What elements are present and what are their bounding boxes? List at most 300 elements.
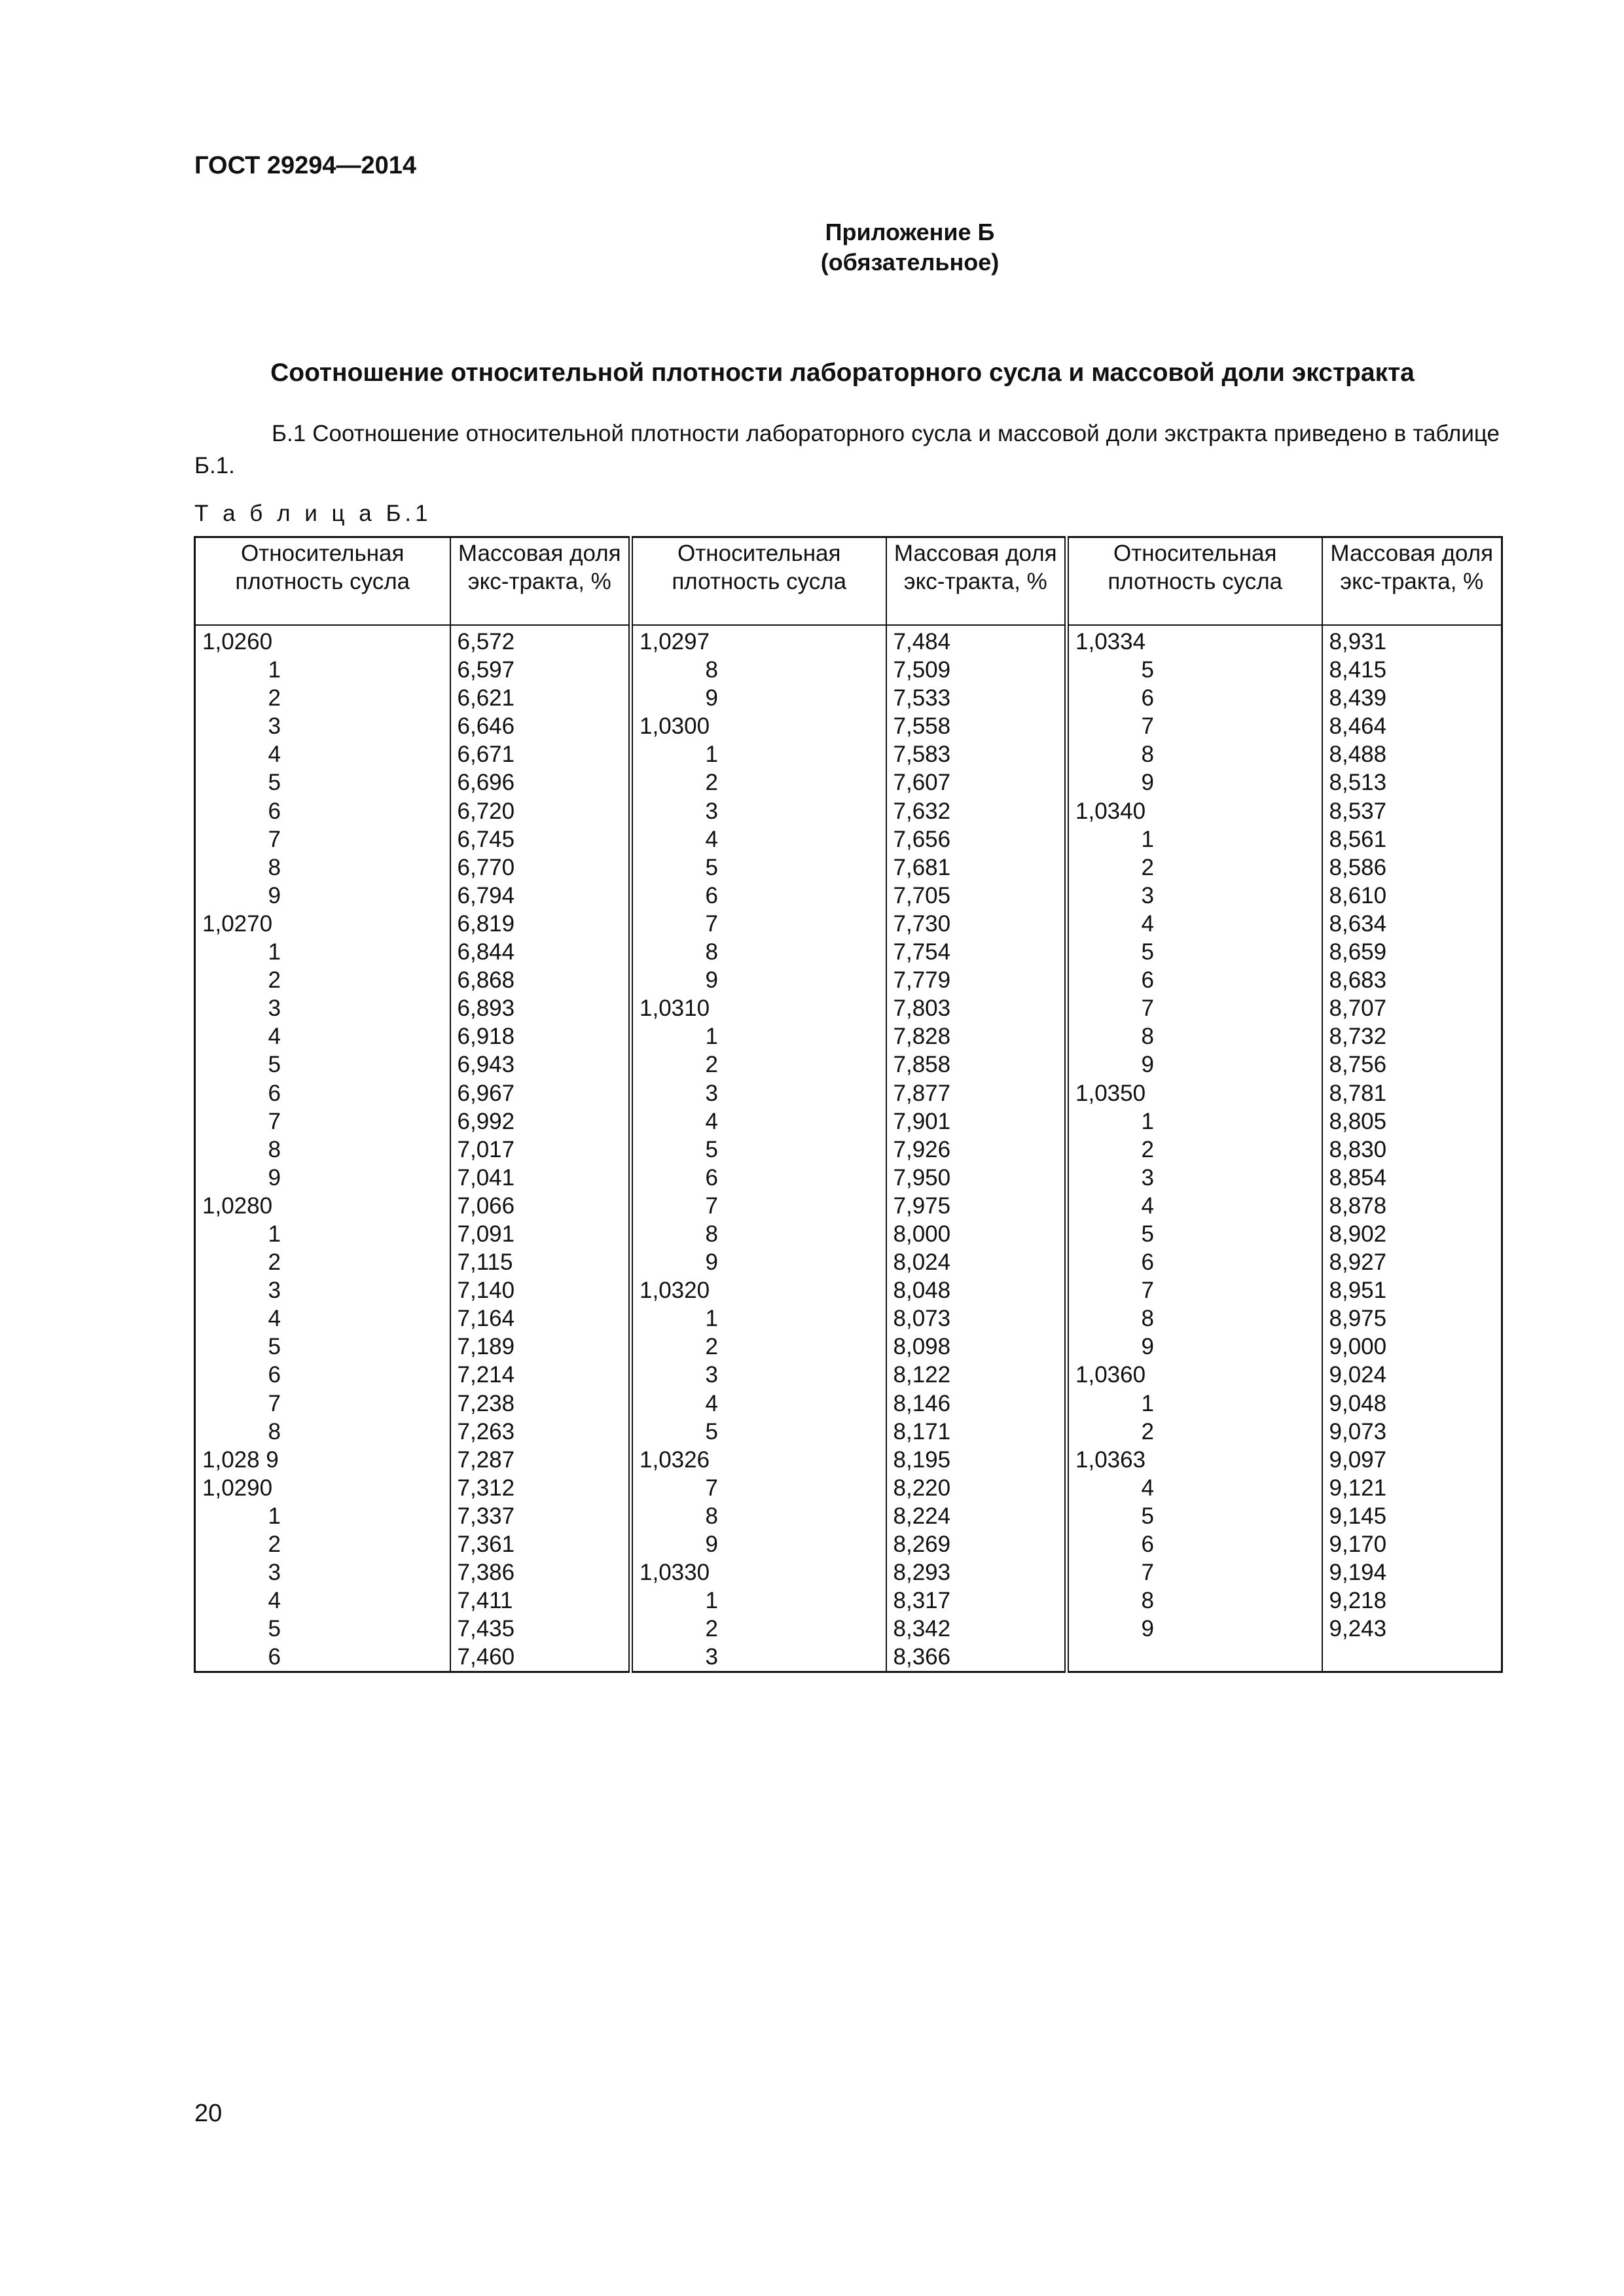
extract-cell [450,1022,631,1050]
density-cell [1067,1276,1322,1304]
extract-cell [886,1558,1067,1587]
extract-value: 6,621 [457,685,515,711]
extract-value: 7,858 [893,1052,951,1078]
extract-value: 9,000 [1329,1334,1387,1360]
table-row [195,1022,1502,1050]
extract-value: 8,902 [1329,1221,1387,1247]
extract-cell [1322,768,1502,797]
extract-value: 8,000 [893,1221,951,1247]
extract-value: 6,745 [457,826,515,852]
table-header-row [195,537,1502,626]
extract-cell [886,1446,1067,1474]
extract-cell [886,684,1067,712]
density-cell [195,1022,450,1050]
density-cell [195,1558,450,1587]
density-digit: 5 [268,1334,281,1360]
extract-cell [1322,966,1502,994]
density-value: 1,0297 [640,629,710,655]
extract-cell [886,1333,1067,1361]
density-cell [1067,1474,1322,1502]
extract-value: 8,464 [1329,713,1387,740]
density-value: 1,0290 [202,1475,273,1501]
density-digit: 5 [268,770,281,796]
table-row [195,1643,1502,1672]
density-digit: 9 [705,685,718,711]
table-row [195,1474,1502,1502]
extract-cell [450,684,631,712]
extract-value: 9,121 [1329,1475,1387,1501]
density-digit: 1 [1141,1108,1154,1134]
extract-value: 6,992 [457,1108,515,1134]
density-cell [195,1164,450,1192]
density-digit: 5 [268,1616,281,1642]
extract-cell [1322,684,1502,712]
table-row [195,1390,1502,1418]
density-cell [631,1558,886,1587]
extract-cell [1322,1615,1502,1643]
density-digit: 4 [268,1588,281,1614]
extract-value: 8,366 [893,1644,951,1670]
extract-cell [1322,1390,1502,1418]
extract-cell [450,994,631,1022]
extract-value: 7,140 [457,1278,515,1304]
table-row [195,882,1502,910]
density-cell [1067,1587,1322,1615]
extract-value: 8,610 [1329,882,1387,908]
extract-value: 8,269 [893,1532,951,1557]
density-digit: 7 [1141,996,1154,1022]
density-value: 1,0280 [202,1193,273,1219]
extract-value: 9,145 [1329,1503,1387,1529]
extract-value: 9,170 [1329,1532,1387,1557]
extract-value: 6,597 [457,657,515,683]
extract-value: 8,098 [893,1334,951,1360]
extract-value: 8,224 [893,1503,951,1529]
extract-value: 9,218 [1329,1588,1387,1614]
density-cell [631,1136,886,1164]
density-cell [195,853,450,882]
density-cell [195,1361,450,1389]
extract-cell [886,910,1067,938]
extract-cell [450,825,631,853]
density-digit: 2 [268,1532,281,1557]
density-cell [195,1502,450,1530]
table-row [195,1276,1502,1304]
density-cell [631,1502,886,1530]
annex-header [655,217,1165,278]
density-digit: 3 [1141,1164,1154,1191]
extract-cell [1322,882,1502,910]
density-value: 1,0363 [1075,1446,1146,1473]
extract-value: 6,696 [457,770,515,796]
density-cell [1067,1446,1322,1474]
density-value: 1,0334 [1075,629,1146,655]
extract-value: 8,293 [893,1560,951,1586]
extract-cell [1322,712,1502,740]
density-cell [1067,1022,1322,1050]
density-digit: 6 [268,798,281,824]
density-cell [631,1333,886,1361]
density-cell [1067,1304,1322,1333]
extract-value: 7,189 [457,1334,515,1360]
extract-cell [1322,1502,1502,1530]
extract-cell [886,768,1067,797]
extract-value: 7,361 [457,1532,515,1557]
density-value: 1,0300 [640,713,710,740]
density-cell [1067,1643,1322,1672]
density-cell [195,1446,450,1474]
extract-cell [1322,1220,1502,1248]
extract-value: 6,918 [457,1024,515,1050]
density-cell [631,1418,886,1446]
extract-cell [1322,994,1502,1022]
density-cell [631,1361,886,1389]
density-digit: 2 [1141,1136,1154,1162]
density-digit: 4 [1141,1193,1154,1219]
table-row [195,1136,1502,1164]
density-digit: 6 [1141,967,1154,994]
table-row [195,1615,1502,1643]
extract-value: 6,646 [457,713,515,740]
density-digit: 6 [705,882,718,908]
extract-cell [1322,1164,1502,1192]
density-digit: 9 [1141,1616,1154,1642]
density-digit: 5 [1141,939,1154,965]
extract-cell [450,1361,631,1389]
extract-cell [1322,625,1502,656]
density-digit: 1 [705,742,718,768]
table-row [195,1164,1502,1192]
extract-cell [450,797,631,825]
density-cell [1067,740,1322,768]
density-cell [195,1276,450,1304]
density-cell [631,1615,886,1643]
extract-value: 7,509 [893,657,951,683]
extract-cell [450,1390,631,1418]
extract-cell [886,1220,1067,1248]
extract-cell [1322,740,1502,768]
extract-cell [450,910,631,938]
extract-cell [1322,1192,1502,1220]
extract-cell [1322,1530,1502,1558]
density-digit: 8 [1141,1306,1154,1332]
density-cell [195,1587,450,1615]
document-code: ГОСТ 29294—2014 [194,152,417,179]
extract-cell [886,966,1067,994]
table-row [195,994,1502,1022]
density-value: 1,0350 [1075,1080,1146,1106]
extract-cell [886,1304,1067,1333]
density-cell [195,1050,450,1079]
extract-cell [450,1276,631,1304]
density-cell [631,712,886,740]
extract-value: 8,854 [1329,1164,1387,1191]
density-cell [1067,1050,1322,1079]
density-cell [1067,1248,1322,1276]
density-digit: 2 [1141,1418,1154,1444]
extract-value: 8,415 [1329,657,1387,683]
density-digit: 1 [1141,1390,1154,1416]
density-value: 1,0330 [640,1560,710,1586]
extract-value: 7,975 [893,1193,951,1219]
extract-cell [450,1107,631,1136]
density-cell [631,740,886,768]
extract-cell [886,1615,1067,1643]
extract-value: 8,024 [893,1249,951,1276]
density-digit: 2 [705,1616,718,1642]
extract-cell [886,1079,1067,1107]
extract-value: 7,632 [893,798,951,824]
density-cell [1067,797,1322,825]
extract-cell [1322,1304,1502,1333]
table-row [195,1079,1502,1107]
density-digit: 7 [1141,713,1154,740]
extract-value: 6,893 [457,996,515,1022]
extract-cell [450,1248,631,1276]
extract-value: 8,122 [893,1362,951,1388]
extract-cell [1322,1050,1502,1079]
extract-cell [886,656,1067,684]
extract-cell [450,712,631,740]
density-cell [195,1615,450,1643]
density-cell [195,1418,450,1446]
density-value: 1,0310 [640,996,710,1022]
density-cell [195,768,450,797]
extract-value: 8,561 [1329,826,1387,852]
table-row [195,853,1502,882]
table-body [195,625,1502,1672]
density-digit: 7 [1141,1560,1154,1586]
extract-value: 7,533 [893,685,951,711]
density-digit: 7 [268,826,281,852]
density-cell [195,910,450,938]
extract-cell [1322,1643,1502,1672]
extract-cell [886,1164,1067,1192]
extract-value: 7,238 [457,1390,515,1416]
density-digit: 1 [268,1503,281,1529]
extract-value: 8,707 [1329,996,1387,1022]
density-digit: 4 [268,1306,281,1332]
density-cell [195,825,450,853]
extract-cell [886,938,1067,966]
density-cell [631,1022,886,1050]
extract-value: 7,607 [893,770,951,796]
density-cell [1067,1418,1322,1446]
density-cell [631,1643,886,1672]
density-cell [1067,684,1322,712]
extract-cell [1322,1079,1502,1107]
density-digit: 3 [705,798,718,824]
extract-cell [450,625,631,656]
density-digit: 8 [705,657,718,683]
extract-value: 7,066 [457,1193,515,1219]
extract-value: 8,659 [1329,939,1387,965]
extract-cell [886,1390,1067,1418]
density-digit: 7 [1141,1278,1154,1304]
density-digit: 2 [268,685,281,711]
extract-value: 8,927 [1329,1249,1387,1276]
density-digit: 8 [268,854,281,880]
density-cell [631,797,886,825]
extract-value: 8,195 [893,1446,951,1473]
extract-value: 8,537 [1329,798,1387,824]
extract-cell [886,1276,1067,1304]
density-cell [631,1474,886,1502]
density-cell [1067,1220,1322,1248]
density-digit: 1 [268,939,281,965]
extract-value: 6,819 [457,910,515,937]
extract-cell [1322,1446,1502,1474]
extract-cell [450,1446,631,1474]
extract-value: 6,844 [457,939,515,965]
density-cell [1067,1164,1322,1192]
extract-cell [450,1418,631,1446]
extract-value: 8,756 [1329,1052,1387,1078]
extract-cell [886,1643,1067,1672]
density-cell [1067,994,1322,1022]
density-cell [1067,910,1322,938]
density-digit: 4 [705,1108,718,1134]
extract-value: 6,671 [457,742,515,768]
density-cell [1067,1530,1322,1558]
extract-cell [450,1502,631,1530]
extract-value: 7,705 [893,882,951,908]
extract-value: 7,337 [457,1503,515,1529]
extract-cell [886,1474,1067,1502]
density-cell [631,625,886,656]
extract-value: 8,171 [893,1418,951,1444]
density-extract-table [194,536,1503,1673]
extract-cell [450,966,631,994]
extract-value: 7,583 [893,742,951,768]
table-caption: Т а б л и ц а Б.1 [194,501,432,526]
table-row [195,966,1502,994]
table-row [195,1192,1502,1220]
density-digit: 6 [705,1164,718,1191]
density-digit: 2 [705,1334,718,1360]
density-cell [195,740,450,768]
density-digit: 6 [268,1362,281,1388]
extract-value: 7,730 [893,910,951,937]
extract-cell [1322,1558,1502,1587]
density-cell [631,1530,886,1558]
density-digit: 8 [1141,742,1154,768]
header-extract-1: Массовая доля экс-тракта, % [450,537,631,626]
extract-cell [450,1558,631,1587]
density-cell [1067,1192,1322,1220]
density-digit: 5 [705,1136,718,1162]
density-digit: 5 [705,854,718,880]
extract-value: 9,024 [1329,1362,1387,1388]
extract-cell [1322,656,1502,684]
density-cell [195,1530,450,1558]
density-cell [195,656,450,684]
density-digit: 5 [1141,1503,1154,1529]
extract-value: 6,943 [457,1052,515,1078]
density-cell [195,1107,450,1136]
extract-value: 7,312 [457,1475,515,1501]
density-digit: 9 [268,1164,281,1191]
density-digit: 7 [705,1475,718,1501]
extract-cell [886,1361,1067,1389]
density-digit: 8 [1141,1588,1154,1614]
density-digit: 1 [705,1024,718,1050]
density-digit: 3 [705,1644,718,1670]
extract-value: 7,164 [457,1306,515,1332]
extract-value: 7,950 [893,1164,951,1191]
density-cell [631,1304,886,1333]
table-row [195,938,1502,966]
extract-value: 7,214 [457,1362,515,1388]
density-digit: 2 [705,770,718,796]
extract-value: 7,386 [457,1560,515,1586]
density-cell [631,853,886,882]
extract-cell [886,1022,1067,1050]
table-row [195,1418,1502,1446]
density-cell [631,1248,886,1276]
table-row [195,1248,1502,1276]
density-digit: 1 [1141,826,1154,852]
extract-value: 9,194 [1329,1560,1387,1586]
extract-cell [886,740,1067,768]
density-digit: 1 [705,1588,718,1614]
density-cell [631,1107,886,1136]
extract-cell [1322,797,1502,825]
extract-value: 7,754 [893,939,951,965]
density-cell [195,1390,450,1418]
extract-value: 8,586 [1329,854,1387,880]
extract-value: 8,683 [1329,967,1387,994]
density-digit: 3 [268,1560,281,1586]
extract-value: 8,975 [1329,1306,1387,1332]
density-cell [195,966,450,994]
density-cell [631,994,886,1022]
extract-cell [450,1643,631,1672]
density-digit: 7 [705,910,718,937]
density-digit: 4 [268,1024,281,1050]
density-digit: 3 [268,996,281,1022]
density-cell [631,1050,886,1079]
extract-cell [450,1304,631,1333]
density-cell [195,1304,450,1333]
density-digit: 9 [268,882,281,908]
annex-title: Приложение Б [825,219,995,245]
extract-cell [1322,1333,1502,1361]
density-digit: 8 [705,939,718,965]
density-cell [1067,1558,1322,1587]
extract-cell [450,740,631,768]
density-cell [195,1248,450,1276]
density-digit: 3 [705,1362,718,1388]
density-digit: 3 [268,1278,281,1304]
density-cell [1067,625,1322,656]
extract-cell [450,1192,631,1220]
extract-value: 8,634 [1329,910,1387,937]
density-cell [195,1136,450,1164]
annex-status: (обязательное) [820,249,1000,276]
extract-cell [450,656,631,684]
density-cell [195,1079,450,1107]
density-digit: 4 [1141,910,1154,937]
table-row [195,1587,1502,1615]
extract-value: 9,073 [1329,1418,1387,1444]
table-row [195,656,1502,684]
density-digit: 5 [1141,657,1154,683]
density-cell [631,1276,886,1304]
extract-cell [886,1050,1067,1079]
density-cell [1067,712,1322,740]
extract-cell [886,1418,1067,1446]
